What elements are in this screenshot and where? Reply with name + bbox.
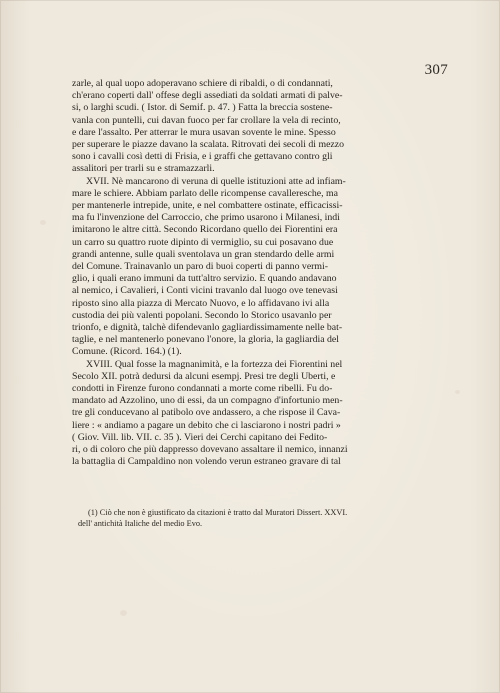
paper-stain xyxy=(40,220,46,225)
text-line: ma fu l'invenzione del Carroccio, che primo usarono i Milanesi, indi xyxy=(72,212,340,224)
footnote-line: dell' antichità Italiche del medio Evo. xyxy=(78,519,203,528)
text-line: XVII. Nè mancarono di veruna di quelle istituzioni atte ad infiam- xyxy=(86,175,346,187)
text-line: assalitori per trarli su e stramazzarli. xyxy=(72,163,215,175)
text-line: ri, o di coloro che più dappresso dovevano assaltare il nemico, innanzi xyxy=(72,444,348,456)
text-line: liere : « andiamo a pagare un debito che ci lasciarono i nostri padri » xyxy=(72,419,341,431)
text-line: glio, i quali erano immuni da tutt'altro servizio. E quando andavano xyxy=(72,273,337,285)
text-line: riposto sino alla piazza di Mercato Nuovo, e lo affidavano ivi alla xyxy=(72,297,330,309)
text-line: condotti in Firenze furono condannati a morte come ribelli. Fu do- xyxy=(72,383,333,395)
text-line: del Comune. Trainavanlo un paro di buoi coperti di panno vermi- xyxy=(72,261,329,273)
main-body-text xyxy=(72,78,437,469)
text-line: un carro su quattro ruote dipinto di vermiglio, su cui posavano due xyxy=(72,236,334,248)
text-line: al nemico, i Cavalieri, i Conti vicini travanlo dal luogo ove tenevasi xyxy=(72,285,338,297)
paper-stain xyxy=(120,610,127,616)
footnote xyxy=(78,507,428,529)
text-line: sono i cavalli così detti di Frisia, e i graffi che gettavano contro gli xyxy=(72,151,333,163)
text-line: la battaglia di Campaldino non volendo verun estraneo gravare di tal xyxy=(72,456,341,468)
text-line: si, o larghi scudi. ( Istor. di Semif. p. 47. ) Fatta la breccia sostene- xyxy=(72,102,333,114)
text-line: zarle, al qual uopo adoperavano schiere di ribaldi, o di condannati, xyxy=(72,78,333,89)
text-line: taglie, e nel mantenerlo ponevano l'onore, la gloria, la gagliardia del xyxy=(72,334,339,346)
text-line: vanla con puntelli, cui davan fuoco per far crollare la vela di recinto, xyxy=(72,114,341,126)
paper-stain xyxy=(455,390,460,394)
text-line: ch'erano coperti dall' offese degli assediati da soldati armati di palve- xyxy=(72,90,343,102)
text-line: ( Giov. Vill. lib. VII. c. 35 ). Vieri dei Cerchi capitano dei Fedito- xyxy=(72,431,328,443)
text-line: Comune. (Ricord. 164.) (1). xyxy=(72,346,182,358)
text-line: grandi antenne, sulle quali sventolava un gran stendardo delle armi xyxy=(72,248,335,260)
text-line: imitarono le altre città. Secondo Ricordano quello dei Fiorentini era xyxy=(72,224,338,236)
text-line: per mantenerle intrepide, unite, e nel combattere ostinate, efficacissi- xyxy=(72,200,343,212)
text-line: per superare le piazze davano la scalata. Ritrovati dei secoli di mezzo xyxy=(72,139,345,151)
text-line: e dare l'assalto. Per atterrar le mura usavan sovente le mine. Spesso xyxy=(72,126,336,138)
text-line: mandato ad Azzolino, uno di essi, da un compagno d'infortunio men- xyxy=(72,395,343,407)
text-line: XVIII. Qual fosse la magnanimità, e la fortezza dei Fiorentini nel xyxy=(86,358,343,370)
footnote-line: (1) Ciò che non è giustificato da citazioni è tratto dal Muratori Dissert. XXVI. xyxy=(88,508,348,517)
text-line: custodia dei più valenti popolani. Secondo lo Storico usavanlo per xyxy=(72,309,332,321)
text-line: trionfo, e dignità, talchè difendevanlo gagliardissimamente nelle bat- xyxy=(72,322,343,334)
text-line: Secolo XII. potrà dedursi da alcuni esempj. Presi tre degli Uberti, e xyxy=(72,370,336,382)
page-number: 307 xyxy=(424,62,448,78)
text-line: tre gli conducevano al patibolo ove andassero, a che rispose il Cava- xyxy=(72,407,341,419)
text-line: mare le schiere. Abbiam parlato delle ricompense cavalleresche, ma xyxy=(72,187,339,199)
